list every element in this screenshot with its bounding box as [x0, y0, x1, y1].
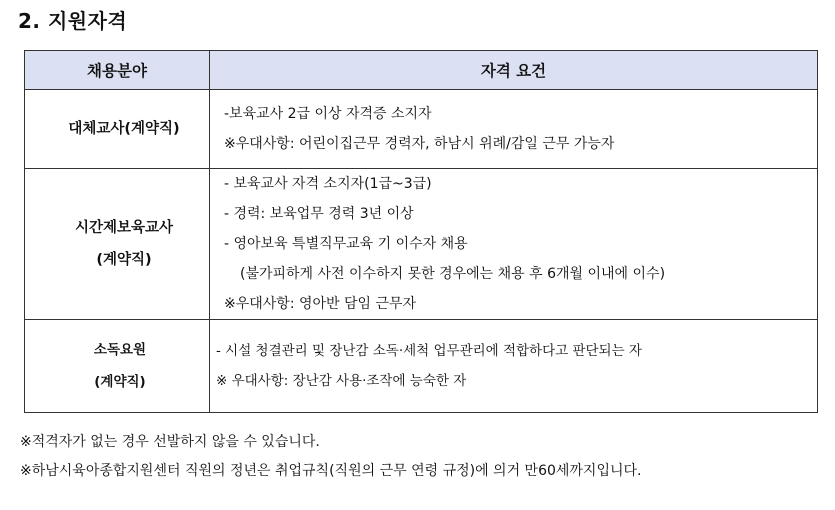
requirement-line: - 경력: 보육업무 경력 3년 이상	[224, 206, 414, 222]
field-cell	[25, 90, 210, 169]
requirement-line: ※우대사항: 영아반 담임 근무자	[224, 296, 417, 312]
field-cell	[25, 320, 210, 413]
note-line: ※하남시육아종합지원센터 직원의 정년은 취업규칙(직원의 근무 연령 규정)에 의거 만60세까지입니다.	[20, 463, 642, 479]
requirement-line: -보육교사 2급 이상 자격증 소지자	[224, 106, 432, 122]
requirements-cell	[210, 320, 818, 413]
table-header-row	[25, 51, 818, 90]
header-field: 채용분야	[25, 51, 210, 90]
requirement-line: ※우대사항: 어린이집근무 경력자, 하남시 위례/감일 근무 가능자	[224, 136, 615, 152]
table-row	[25, 169, 818, 320]
field-label: 대체교사(계약직)	[68, 121, 180, 137]
requirement-line: ※ 우대사항: 장난감 사용·조작에 능숙한 자	[216, 373, 467, 389]
requirement-line: - 영아보육 특별직무교육 기 이수자 채용	[224, 236, 468, 252]
field-label: (계약직)	[96, 252, 152, 268]
table-row	[25, 320, 818, 413]
requirements-table	[24, 50, 818, 413]
header-requirements: 자격 요건	[210, 51, 818, 90]
section-title: 2. 지원자격	[18, 9, 128, 33]
requirement-line: - 보육교사 자격 소지자(1급~3급)	[224, 176, 432, 192]
field-cell	[25, 169, 210, 320]
note-line: ※적격자가 없는 경우 선발하지 않을 수 있습니다.	[20, 434, 320, 450]
notes	[20, 428, 641, 486]
table-row	[25, 90, 818, 169]
requirement-line: (불가피하게 사전 이수하지 못한 경우에는 채용 후 6개월 이내에 이수)	[240, 266, 666, 282]
field-label: 시간제보육교사	[74, 220, 174, 236]
field-label: 소독요원	[93, 342, 147, 358]
field-label: (계약직)	[94, 374, 146, 390]
requirements-cell	[210, 90, 818, 169]
requirements-cell	[210, 169, 818, 320]
requirement-line: - 시설 청결관리 및 장난감 소독·세척 업무관리에 적합하다고 판단되는 자	[216, 343, 642, 359]
